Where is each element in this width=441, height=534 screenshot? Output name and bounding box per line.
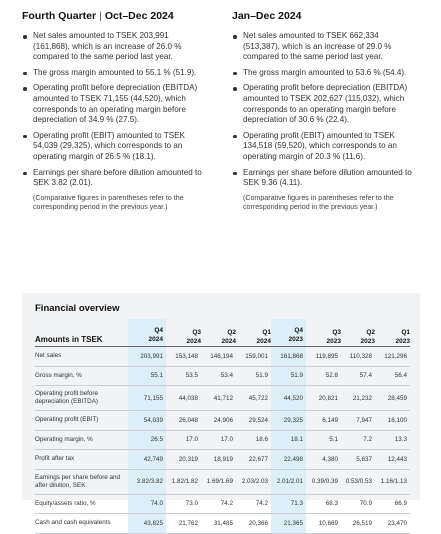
table-cell: 74.0 xyxy=(128,494,166,514)
table-cell: 22,677 xyxy=(236,450,271,470)
bullet-item: Earnings per share before dilution amounted to SEK 3.82 (2.01). xyxy=(22,168,207,189)
table-cell: 53.4 xyxy=(201,366,236,386)
table-cell: 66.9 xyxy=(375,494,410,514)
table-cell: 44,520 xyxy=(271,386,306,411)
table-cell: 5.1 xyxy=(306,430,341,450)
table-cell: 2.03/2.03 xyxy=(236,469,271,494)
fourth-quarter-title: Fourth Quarter | Oct–Dec 2024 xyxy=(22,10,174,22)
table-cell: 26,048 xyxy=(166,411,201,431)
table-cell: 119,895 xyxy=(306,347,341,367)
full-year-bullets xyxy=(232,31,417,189)
table-cell: 70.9 xyxy=(341,494,375,514)
table-cell: 159,001 xyxy=(236,347,271,367)
table-cell: 55.1 xyxy=(128,366,166,386)
financial-overview-title: Financial overview xyxy=(35,303,120,314)
amounts-header: Amounts in TSEK xyxy=(35,319,128,347)
bullet-item: The gross margin amounted to 55.1 % (51.9). xyxy=(22,68,207,79)
table-cell: 7.2 xyxy=(341,430,375,450)
table-cell: 23,470 xyxy=(375,514,410,534)
bullet-item: Net sales amounted to TSEK 203,991 (161,868), which is an increase of 26.0 % compared to the same period last year. xyxy=(22,31,207,63)
table-cell: 18.6 xyxy=(236,430,271,450)
table-cell: 54,039 xyxy=(128,411,166,431)
table-cell: 26.5 xyxy=(128,430,166,450)
table-cell: 6,149 xyxy=(306,411,341,431)
table-cell: 18,919 xyxy=(201,450,236,470)
column-header: Q2 2024 xyxy=(201,319,236,347)
table-cell: 153,148 xyxy=(166,347,201,367)
bullet-item: Net sales amounted to TSEK 662,334 (513,387), which is an increase of 29.0 % compared to the same period last year. xyxy=(232,31,417,63)
table-row xyxy=(35,366,410,386)
row-label: Operating margin, % xyxy=(35,430,128,450)
table-cell: 110,328 xyxy=(341,347,375,367)
row-label: Cash and cash equivalents xyxy=(35,514,128,534)
table-cell: 52.8 xyxy=(306,366,341,386)
row-label: Equity/assets ratio, % xyxy=(35,494,128,514)
table-cell: 53.5 xyxy=(166,366,201,386)
table-cell: 41,712 xyxy=(201,386,236,411)
table-cell: 161,868 xyxy=(271,347,306,367)
fourth-quarter-bullets xyxy=(22,31,207,189)
table-row xyxy=(35,411,410,431)
table-cell: 5,637 xyxy=(341,450,375,470)
bullet-item: Earnings per share before dilution amounted to SEK 9.36 (4.11). xyxy=(232,168,417,189)
row-label: Earnings per share before and after dilution, SEK xyxy=(35,469,128,494)
table-cell: 203,991 xyxy=(128,347,166,367)
table-cell: 26,519 xyxy=(341,514,375,534)
table-row xyxy=(35,450,410,470)
table-cell: 68.3 xyxy=(306,494,341,514)
table-cell: 22,498 xyxy=(271,450,306,470)
column-header: Q2 2023 xyxy=(341,319,375,347)
table-cell: 12,443 xyxy=(375,450,410,470)
table-row xyxy=(35,430,410,450)
comparative-note: (Comparative figures in parentheses refer to the corresponding period in the previous year.) xyxy=(243,193,394,212)
table-cell: 3.82/3.82 xyxy=(128,469,166,494)
table-row xyxy=(35,386,410,411)
table-row xyxy=(35,347,410,367)
bullet-item: Operating profit (EBIT) amounted to TSEK 54,039 (29,325), which corresponds to an operating margin of 26.5 % (18.1). xyxy=(22,131,207,163)
table-cell: 56.4 xyxy=(375,366,410,386)
table-cell: 29,325 xyxy=(271,411,306,431)
full-year-title: Jan–Dec 2024 xyxy=(232,10,302,22)
bullet-item: Operating profit before depreciation (EBITDA) amounted to TSEK 202,627 (115,032), which corresponds to an operating margin before depreciation of 30.6 % (22.4). xyxy=(232,83,417,125)
comparative-note: (Comparative figures in parentheses refer to the corresponding period in the previous year.) xyxy=(33,193,184,212)
table-cell: 0.53/0.53 xyxy=(341,469,375,494)
table-cell: 16,100 xyxy=(375,411,410,431)
row-label: Profit after tax xyxy=(35,450,128,470)
table-cell: 73.0 xyxy=(166,494,201,514)
financial-overview-panel xyxy=(22,293,420,527)
table-cell: 45,722 xyxy=(236,386,271,411)
table-cell: 42,749 xyxy=(128,450,166,470)
table-row xyxy=(35,469,410,494)
fourth-quarter-section xyxy=(22,10,207,213)
column-header: Q1 2023 xyxy=(375,319,410,347)
table-cell: 20,821 xyxy=(306,386,341,411)
row-label: Net sales xyxy=(35,347,128,367)
column-header: Q1 2024 xyxy=(236,319,271,347)
table-cell: 146,194 xyxy=(201,347,236,367)
table-row xyxy=(35,494,410,514)
table-cell: 7,947 xyxy=(341,411,375,431)
row-label: Operating profit before depreciation (EBITDA) xyxy=(35,386,128,411)
table-cell: 31,485 xyxy=(201,514,236,534)
table-cell: 20,366 xyxy=(236,514,271,534)
column-header: Q4 2023 xyxy=(271,319,306,347)
table-cell: 20,319 xyxy=(166,450,201,470)
bullet-item: Operating profit (EBIT) amounted to TSEK 134,518 (59,520), which corresponds to an operating margin of 20.3 % (11.6). xyxy=(232,131,417,163)
table-cell: 10,669 xyxy=(306,514,341,534)
column-header: Q3 2023 xyxy=(306,319,341,347)
table-body xyxy=(35,347,410,534)
table-cell: 121,296 xyxy=(375,347,410,367)
table-cell: 74.2 xyxy=(201,494,236,514)
table-cell: 17.0 xyxy=(166,430,201,450)
table-row xyxy=(35,514,410,534)
column-header: Q3 2024 xyxy=(166,319,201,347)
table-cell: 21,232 xyxy=(341,386,375,411)
row-label: Gross margin, % xyxy=(35,366,128,386)
table-header-row xyxy=(35,319,410,347)
full-year-section xyxy=(232,10,417,213)
table-cell: 71,155 xyxy=(128,386,166,411)
table-cell: 0.39/0.39 xyxy=(306,469,341,494)
table-cell: 51.9 xyxy=(236,366,271,386)
table-cell: 57.4 xyxy=(341,366,375,386)
table-cell: 2.01/2.01 xyxy=(271,469,306,494)
table-cell: 13.3 xyxy=(375,430,410,450)
table-cell: 1.69/1.69 xyxy=(201,469,236,494)
table-cell: 43,825 xyxy=(128,514,166,534)
row-label: Operating profit (EBIT) xyxy=(35,411,128,431)
table-cell: 71.3 xyxy=(271,494,306,514)
financial-overview-table xyxy=(35,319,410,534)
table-cell: 28,459 xyxy=(375,386,410,411)
bullet-item: The gross margin amounted to 53.6 % (54.4). xyxy=(232,68,417,79)
table-cell: 4,380 xyxy=(306,450,341,470)
table-cell: 1.82/1.82 xyxy=(166,469,201,494)
table-cell: 21,365 xyxy=(271,514,306,534)
table-cell: 29,524 xyxy=(236,411,271,431)
table-cell: 74.2 xyxy=(236,494,271,514)
column-header: Q4 2024 xyxy=(128,319,166,347)
table-cell: 18.1 xyxy=(271,430,306,450)
bullet-item: Operating profit before depreciation (EBITDA) amounted to TSEK 71,155 (44,520), which corresponds to an operating margin before depreciation of 34.9 % (27.5). xyxy=(22,83,207,125)
table-cell: 44,038 xyxy=(166,386,201,411)
table-cell: 17.0 xyxy=(201,430,236,450)
table-cell: 51.9 xyxy=(271,366,306,386)
table-cell: 24,906 xyxy=(201,411,236,431)
table-cell: 21,762 xyxy=(166,514,201,534)
table-cell: 1.16/1.13 xyxy=(375,469,410,494)
